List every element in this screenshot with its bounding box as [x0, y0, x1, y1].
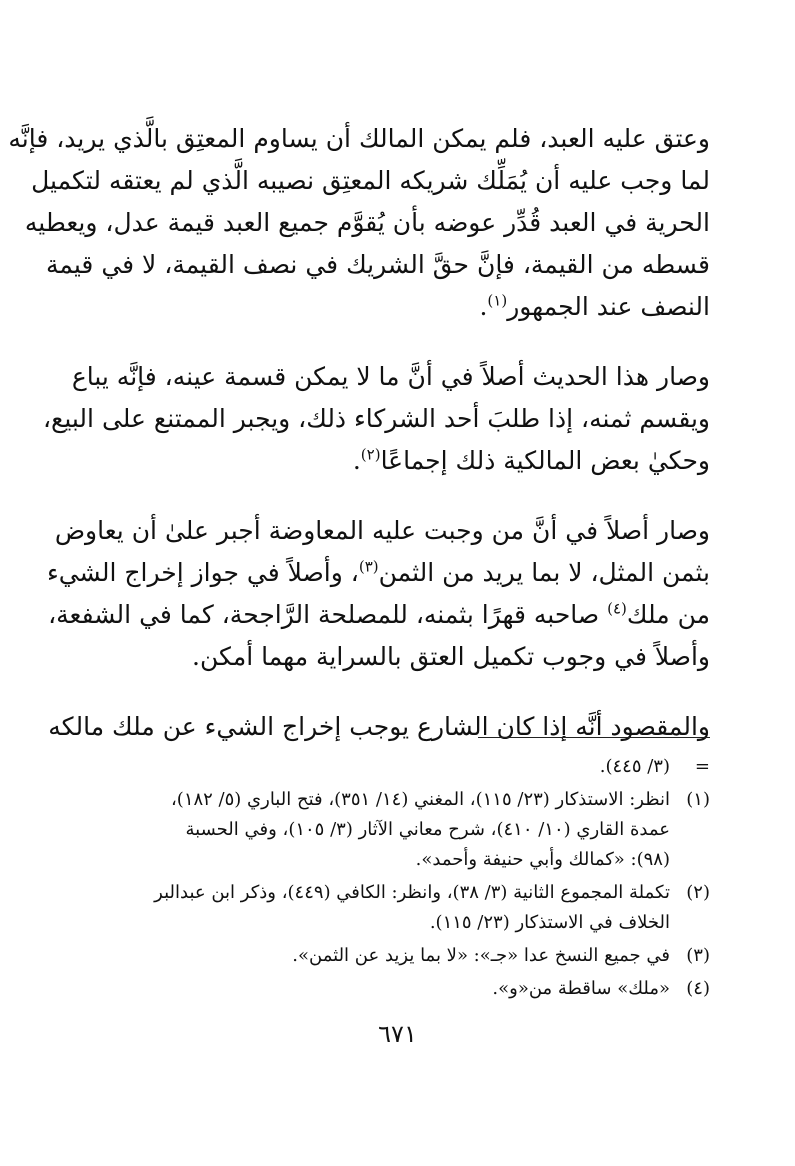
footnote-line: تكملة المجموع الثانية (٣/ ٣٨)، وانظر: الكافي (٤٤٩)، وذكر ابن عبدالبر	[154, 882, 670, 903]
text-segment: صاحبه قهرًا بثمنه، للمصلحة الرَّاجحة، كما في الشفعة،	[48, 600, 608, 629]
text-segment: ، وأصلاً في جواز إخراج الشيء	[46, 558, 359, 587]
text-segment: من ملك	[626, 600, 710, 629]
text-segment: بثمن المثل، لا بما يريد من الثمن	[378, 558, 710, 587]
paragraph-1	[8, 118, 710, 328]
footnote-3	[98, 941, 710, 971]
paragraph-4	[48, 706, 710, 748]
text-line: والمقصود أنَّه إذا كان الشارع يوجب إخراج الشيء عن ملك مالكه	[48, 712, 710, 741]
footnote-ref-4[interactable]: (٤)	[607, 599, 627, 618]
main-text	[8, 118, 710, 776]
footnote-number: (٣)	[686, 945, 710, 966]
footnote-separator	[478, 737, 710, 738]
footnote-continuation	[98, 752, 710, 782]
footnotes	[98, 752, 710, 1007]
text-line: قسطه من القيمة، فإنَّ حقَّ الشريك في نصف القيمة، لا في قيمة	[46, 250, 710, 279]
footnote-number: (٢)	[686, 882, 710, 903]
text-segment: .	[352, 446, 361, 475]
footnote-1	[98, 785, 710, 875]
footnote-4	[98, 974, 710, 1004]
text-line-last	[98, 286, 710, 328]
continuation-mark: =	[694, 756, 710, 777]
footnote-line: (٣/ ٤٤٥).	[599, 756, 670, 777]
text-line: وأصلاً في وجوب تكميل العتق بالسراية مهما أمكن.	[192, 642, 710, 671]
text-segment: وحكيٰ بعض المالكية ذلك إجماعًا	[380, 446, 710, 475]
footnote-number: (٤)	[686, 978, 710, 999]
text-line: الحرية في العبد قُدِّر عوضه بأن يُقوَّم جميع العبد قيمة عدل، ويعطيه	[24, 208, 710, 237]
footnote-line: الخلاف في الاستذكار (٢٣/ ١١٥).	[429, 912, 670, 933]
footnote-line: (٩٨): «كمالك وأبي حنيفة وأحمد».	[415, 849, 670, 870]
footnote-ref-3[interactable]: (٣)	[358, 557, 379, 576]
footnote-line: «ملك» ساقطة من«و».	[492, 978, 670, 999]
text-line	[46, 552, 710, 594]
text-line: لما وجب عليه أن يُمَلِّك شريكه المعتِق نصيبه الَّذي لم يعتقه لتكميل	[31, 166, 710, 195]
text-line: ويقسم ثمنه، إذا طلبَ أحد الشركاء ذلك، ويجبر الممتنع على البيع،	[42, 404, 710, 433]
text-line: وصار أصلاً في أنَّ من وجبت عليه المعاوضة أجبر علىٰ أن يعاوض	[54, 516, 710, 545]
text-line: وصار هذا الحديث أصلاً في أنَّ ما لا يمكن قسمة عينه، فإنَّه يباع	[71, 362, 710, 391]
footnote-line: انظر: الاستذكار (٢٣/ ١١٥)، المغني (١٤/ ٣٥١)، فتح الباري (٥/ ١٨٢)،	[170, 789, 670, 810]
footnote-2	[98, 878, 710, 938]
text-line-last	[98, 440, 710, 482]
footnote-ref-2[interactable]: (٢)	[360, 445, 381, 464]
paragraph-2	[42, 356, 710, 482]
text-line	[48, 594, 710, 636]
footnote-line: في جميع النسخ عدا «جـ»: «لا بما يزيد عن الثمن».	[292, 945, 670, 966]
text-segment: .	[479, 292, 488, 321]
footnote-ref-1[interactable]: (١)	[487, 291, 508, 310]
page-number: ٦٧١	[378, 1020, 417, 1048]
footnote-number: (١)	[686, 789, 710, 810]
text-line: وعتق عليه العبد، فلم يمكن المالك أن يساوم المعتِق بالَّذي يريد، فإنَّه	[8, 124, 710, 153]
footnote-line: عمدة القاري (١٠/ ٤١٠)، شرح معاني الآثار (٣/ ١٠٥)، وفي الحسبة	[185, 819, 670, 840]
text-segment: النصف عند الجمهور	[507, 292, 710, 321]
paragraph-3	[46, 510, 710, 678]
